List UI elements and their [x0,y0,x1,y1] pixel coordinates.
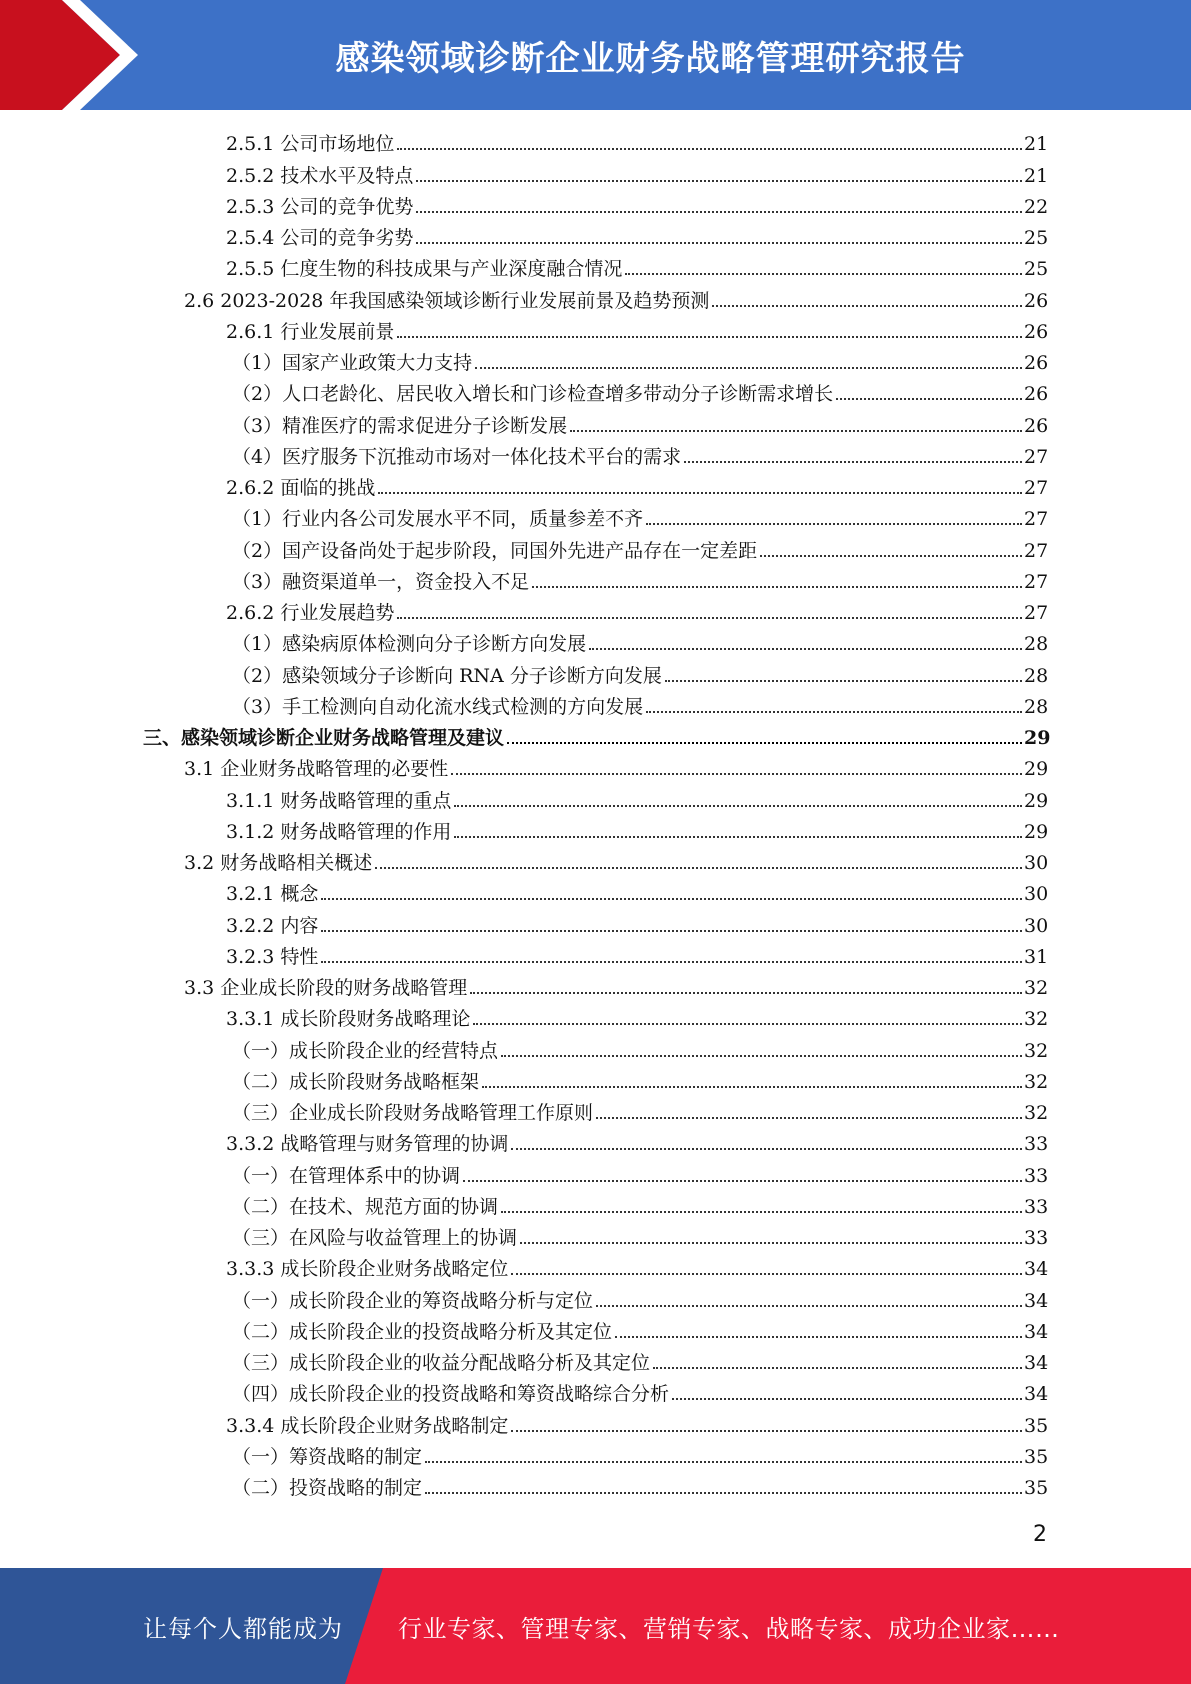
toc-dot-leader [596,1117,1022,1119]
toc-entry-page: 27 [1024,602,1049,624]
toc-entry[interactable] [0,722,1191,753]
toc-entry-page: 32 [1024,977,1049,999]
toc-entry-page: 33 [1024,1164,1049,1187]
toc-dot-leader [475,367,1022,369]
toc-entry-title: （3）精准医疗的需求促进分子诊断发展 [232,414,568,437]
toc-entry-title: 2.5.2 技术水平及特点 [226,164,414,187]
toc-entry-page: 27 [1024,477,1049,499]
toc-entry[interactable] [0,1191,1191,1222]
toc-entry-page: 28 [1024,664,1049,687]
toc-dot-leader [397,617,1022,619]
toc-entry-page: 35 [1024,1445,1049,1468]
toc-dot-leader [454,805,1022,807]
toc-entry[interactable] [0,1441,1191,1472]
toc-entry-title: （二）在技术、规范方面的协调 [232,1195,499,1218]
toc-entry[interactable] [0,441,1191,472]
toc-entry-page: 21 [1024,133,1049,156]
toc-entry[interactable] [0,1472,1191,1503]
toc-entry[interactable] [0,409,1191,440]
toc-entry[interactable] [0,1097,1191,1128]
toc-entry-title: （四）成长阶段企业的投资战略和筹资战略综合分析 [232,1383,670,1406]
toc-entry-title: 2.5.1 公司市场地位 [226,133,395,156]
toc-entry-page: 28 [1024,695,1049,718]
toc-dot-leader [672,1398,1022,1400]
toc-entry-page: 27 [1024,539,1049,562]
report-title: 感染领域诊断企业财务战略管理研究报告 [335,38,966,79]
toc-dot-leader [596,1305,1022,1307]
toc-dot-leader [321,961,1022,963]
toc-dot-leader [646,711,1022,713]
toc-dot-leader [684,461,1022,463]
toc-dot-leader [507,742,1022,744]
toc-entry-page: 34 [1024,1352,1049,1374]
toc-entry-title: （三）企业成长阶段财务战略管理工作原则 [232,1102,594,1124]
toc-entry[interactable] [0,159,1191,190]
toc-entry[interactable] [0,191,1191,222]
toc-entry[interactable] [0,128,1191,159]
toc-entry-page: 30 [1024,883,1049,906]
toc-entry-title: （1）国家产业政策大力支持 [232,352,473,374]
toc-entry-page: 34 [1024,1320,1049,1343]
toc-dot-leader [397,336,1022,338]
toc-entry-title: 3.3.1 成长阶段财务战略理论 [226,1008,471,1031]
toc-dot-leader [321,930,1022,932]
table-of-contents [0,128,1191,1503]
toc-dot-leader [470,992,1022,994]
toc-entry[interactable] [0,1316,1191,1347]
toc-entry-page: 26 [1024,352,1049,374]
toc-dot-leader [589,648,1022,650]
toc-entry-page: 26 [1024,320,1049,343]
toc-dot-leader [836,398,1022,400]
toc-dot-leader [451,773,1022,775]
toc-entry-title: 3.3.4 成长阶段企业财务战略制定 [226,1414,509,1437]
toc-entry[interactable] [0,253,1191,284]
toc-entry[interactable] [0,1409,1191,1440]
toc-entry-page: 30 [1024,914,1049,937]
toc-entry-title: （三）在风险与收益管理上的协调 [232,1227,518,1249]
toc-entry[interactable] [0,566,1191,597]
toc-entry-title: （一）在管理体系中的协调 [232,1164,461,1187]
toc-entry[interactable] [0,784,1191,815]
toc-entry[interactable] [0,378,1191,409]
toc-entry-title: 2.6.1 行业发展前景 [226,320,395,343]
footer-slogan-right: 行业专家、管理专家、营销专家、战略专家、成功企业家…… [398,1614,1060,1643]
toc-entry[interactable] [0,1347,1191,1378]
toc-entry-page: 32 [1024,1008,1049,1031]
toc-entry-title: 三、感染领域诊断企业财务战略管理及建议 [143,727,505,749]
toc-entry-title: 3.3.2 战略管理与财务管理的协调 [226,1133,509,1156]
toc-dot-leader [511,1430,1022,1432]
toc-entry-title: （2）国产设备尚处于起步阶段，同国外先进产品存在一定差距 [232,539,758,562]
header-chevron-graphic [0,0,150,110]
toc-dot-leader [653,1367,1022,1369]
toc-entry-page: 33 [1024,1133,1049,1156]
toc-entry-title: 2.5.5 仁度生物的科技成果与产业深度融合情况 [226,258,623,281]
toc-dot-leader [501,1055,1022,1057]
toc-dot-leader [416,242,1022,244]
toc-dot-leader [646,523,1022,525]
toc-entry-title: （2）感染领域分子诊断向 RNA 分子诊断方向发展 [232,664,662,687]
toc-dot-leader [482,1086,1022,1088]
toc-dot-leader [463,1180,1022,1182]
toc-entry-title: 3.1.1 财务战略管理的重点 [226,789,452,812]
toc-entry-title: （二）成长阶段企业的投资战略分析及其定位 [232,1320,613,1343]
page-number: 2 [1033,1522,1047,1547]
toc-dot-leader [321,898,1022,900]
toc-dot-leader [625,273,1022,275]
toc-entry-page: 30 [1024,852,1049,874]
toc-entry-page: 21 [1024,164,1049,187]
toc-entry-title: 2.6.2 面临的挑战 [226,477,376,499]
toc-entry-page: 29 [1024,727,1051,749]
toc-entry[interactable] [0,347,1191,378]
toc-dot-leader [473,1023,1022,1025]
toc-entry-title: （1）感染病原体检测向分子诊断方向发展 [232,633,587,656]
toc-dot-leader [511,1148,1022,1150]
toc-entry-page: 29 [1024,789,1049,812]
toc-entry-page: 29 [1024,758,1049,781]
toc-entry-title: 3.1 企业财务战略管理的必要性 [184,758,449,781]
toc-entry-title: 2.6 2023-2028 年我国感染领域诊断行业发展前景及趋势预测 [184,289,710,312]
toc-entry-title: 2.5.3 公司的竞争优势 [226,195,414,218]
toc-entry[interactable] [0,659,1191,690]
toc-entry[interactable] [0,816,1191,847]
toc-entry[interactable] [0,691,1191,722]
toc-entry[interactable] [0,472,1191,503]
toc-entry[interactable] [0,941,1191,972]
toc-entry-title: （3）融资渠道单一，资金投入不足 [232,570,530,593]
toc-entry-title: 3.2.2 内容 [226,914,319,937]
toc-dot-leader [615,1336,1022,1338]
toc-entry[interactable] [0,1034,1191,1065]
toc-dot-leader [416,180,1022,182]
toc-entry[interactable] [0,1253,1191,1284]
toc-entry-title: （一）成长阶段企业的筹资战略分析与定位 [232,1289,594,1312]
toc-entry[interactable] [0,284,1191,315]
toc-entry-page: 33 [1024,1195,1049,1218]
toc-entry-page: 27 [1024,508,1049,531]
toc-entry-page: 31 [1024,945,1049,968]
toc-entry-page: 26 [1024,383,1049,406]
toc-entry[interactable] [0,1159,1191,1190]
toc-entry-page: 26 [1024,414,1049,437]
toc-dot-leader [378,492,1022,494]
toc-dot-leader [520,1242,1022,1244]
toc-entry-page: 28 [1024,633,1049,656]
toc-entry[interactable] [0,1066,1191,1097]
toc-dot-leader [375,867,1022,869]
toc-dot-leader [712,305,1022,307]
toc-entry-title: 3.3.3 成长阶段企业财务战略定位 [226,1258,509,1281]
toc-dot-leader [454,836,1022,838]
toc-entry[interactable] [0,1003,1191,1034]
toc-dot-leader [570,430,1022,432]
toc-dot-leader [425,1492,1022,1494]
toc-entry[interactable] [0,753,1191,784]
toc-entry-page: 34 [1024,1289,1049,1312]
toc-entry-title: （二）成长阶段财务战略框架 [232,1070,480,1093]
toc-entry[interactable] [0,1378,1191,1409]
toc-entry-title: （三）成长阶段企业的收益分配战略分析及其定位 [232,1352,651,1374]
toc-entry-page: 32 [1024,1070,1049,1093]
toc-entry-page: 27 [1024,445,1049,468]
toc-entry-page: 35 [1024,1477,1049,1499]
toc-dot-leader [532,586,1022,588]
toc-dot-leader [665,680,1022,682]
toc-entry-page: 34 [1024,1258,1049,1281]
toc-entry-title: （一）筹资战略的制定 [232,1445,423,1468]
toc-entry[interactable] [0,909,1191,940]
toc-entry[interactable] [0,1222,1191,1253]
footer-banner [0,1568,1191,1684]
header-banner [0,0,1191,110]
toc-dot-leader [511,1273,1022,1275]
toc-entry[interactable] [0,972,1191,1003]
toc-entry-title: （2）人口老龄化、居民收入增长和门诊检查增多带动分子诊断需求增长 [232,383,834,406]
toc-dot-leader [501,1211,1022,1213]
toc-entry[interactable] [0,878,1191,909]
toc-entry[interactable] [0,534,1191,565]
toc-entry[interactable] [0,316,1191,347]
toc-entry-page: 25 [1024,258,1049,281]
toc-entry[interactable] [0,1128,1191,1159]
toc-entry[interactable] [0,503,1191,534]
toc-dot-leader [425,1461,1022,1463]
toc-entry-page: 29 [1024,820,1049,843]
toc-entry-page: 34 [1024,1383,1049,1406]
toc-entry[interactable] [0,222,1191,253]
toc-entry-title: 3.2.3 特性 [226,945,319,968]
toc-entry-title: 2.5.4 公司的竞争劣势 [226,227,414,249]
toc-entry-title: （3）手工检测向自动化流水线式检测的方向发展 [232,695,644,718]
toc-entry-title: 2.6.2 行业发展趋势 [226,602,395,624]
toc-entry-page: 26 [1024,289,1049,312]
toc-dot-leader [397,148,1022,150]
toc-entry-title: （4）医疗服务下沉推动市场对一体化技术平台的需求 [232,445,682,468]
toc-entry-title: 3.3 企业成长阶段的财务战略管理 [184,977,468,999]
toc-entry-title: 3.1.2 财务战略管理的作用 [226,820,452,843]
footer-slogan-left: 让每个人都能成为 [143,1614,343,1643]
toc-entry-page: 32 [1024,1039,1049,1062]
toc-entry-page: 32 [1024,1102,1049,1124]
toc-entry-title: （二）投资战略的制定 [232,1477,423,1499]
toc-entry-title: （1）行业内各公司发展水平不同，质量参差不齐 [232,508,644,531]
toc-entry-page: 25 [1024,227,1049,249]
toc-dot-leader [760,555,1022,557]
toc-entry-title: （一）成长阶段企业的经营特点 [232,1039,499,1062]
toc-entry-title: 3.2.1 概念 [226,883,319,906]
toc-entry-title: 3.2 财务战略相关概述 [184,852,373,874]
toc-entry-page: 27 [1024,570,1049,593]
toc-entry[interactable] [0,1284,1191,1315]
toc-entry[interactable] [0,597,1191,628]
toc-entry[interactable] [0,847,1191,878]
toc-dot-leader [416,211,1022,213]
toc-entry-page: 22 [1024,195,1049,218]
toc-entry-page: 33 [1024,1227,1049,1249]
toc-entry-page: 35 [1024,1414,1049,1437]
toc-entry[interactable] [0,628,1191,659]
